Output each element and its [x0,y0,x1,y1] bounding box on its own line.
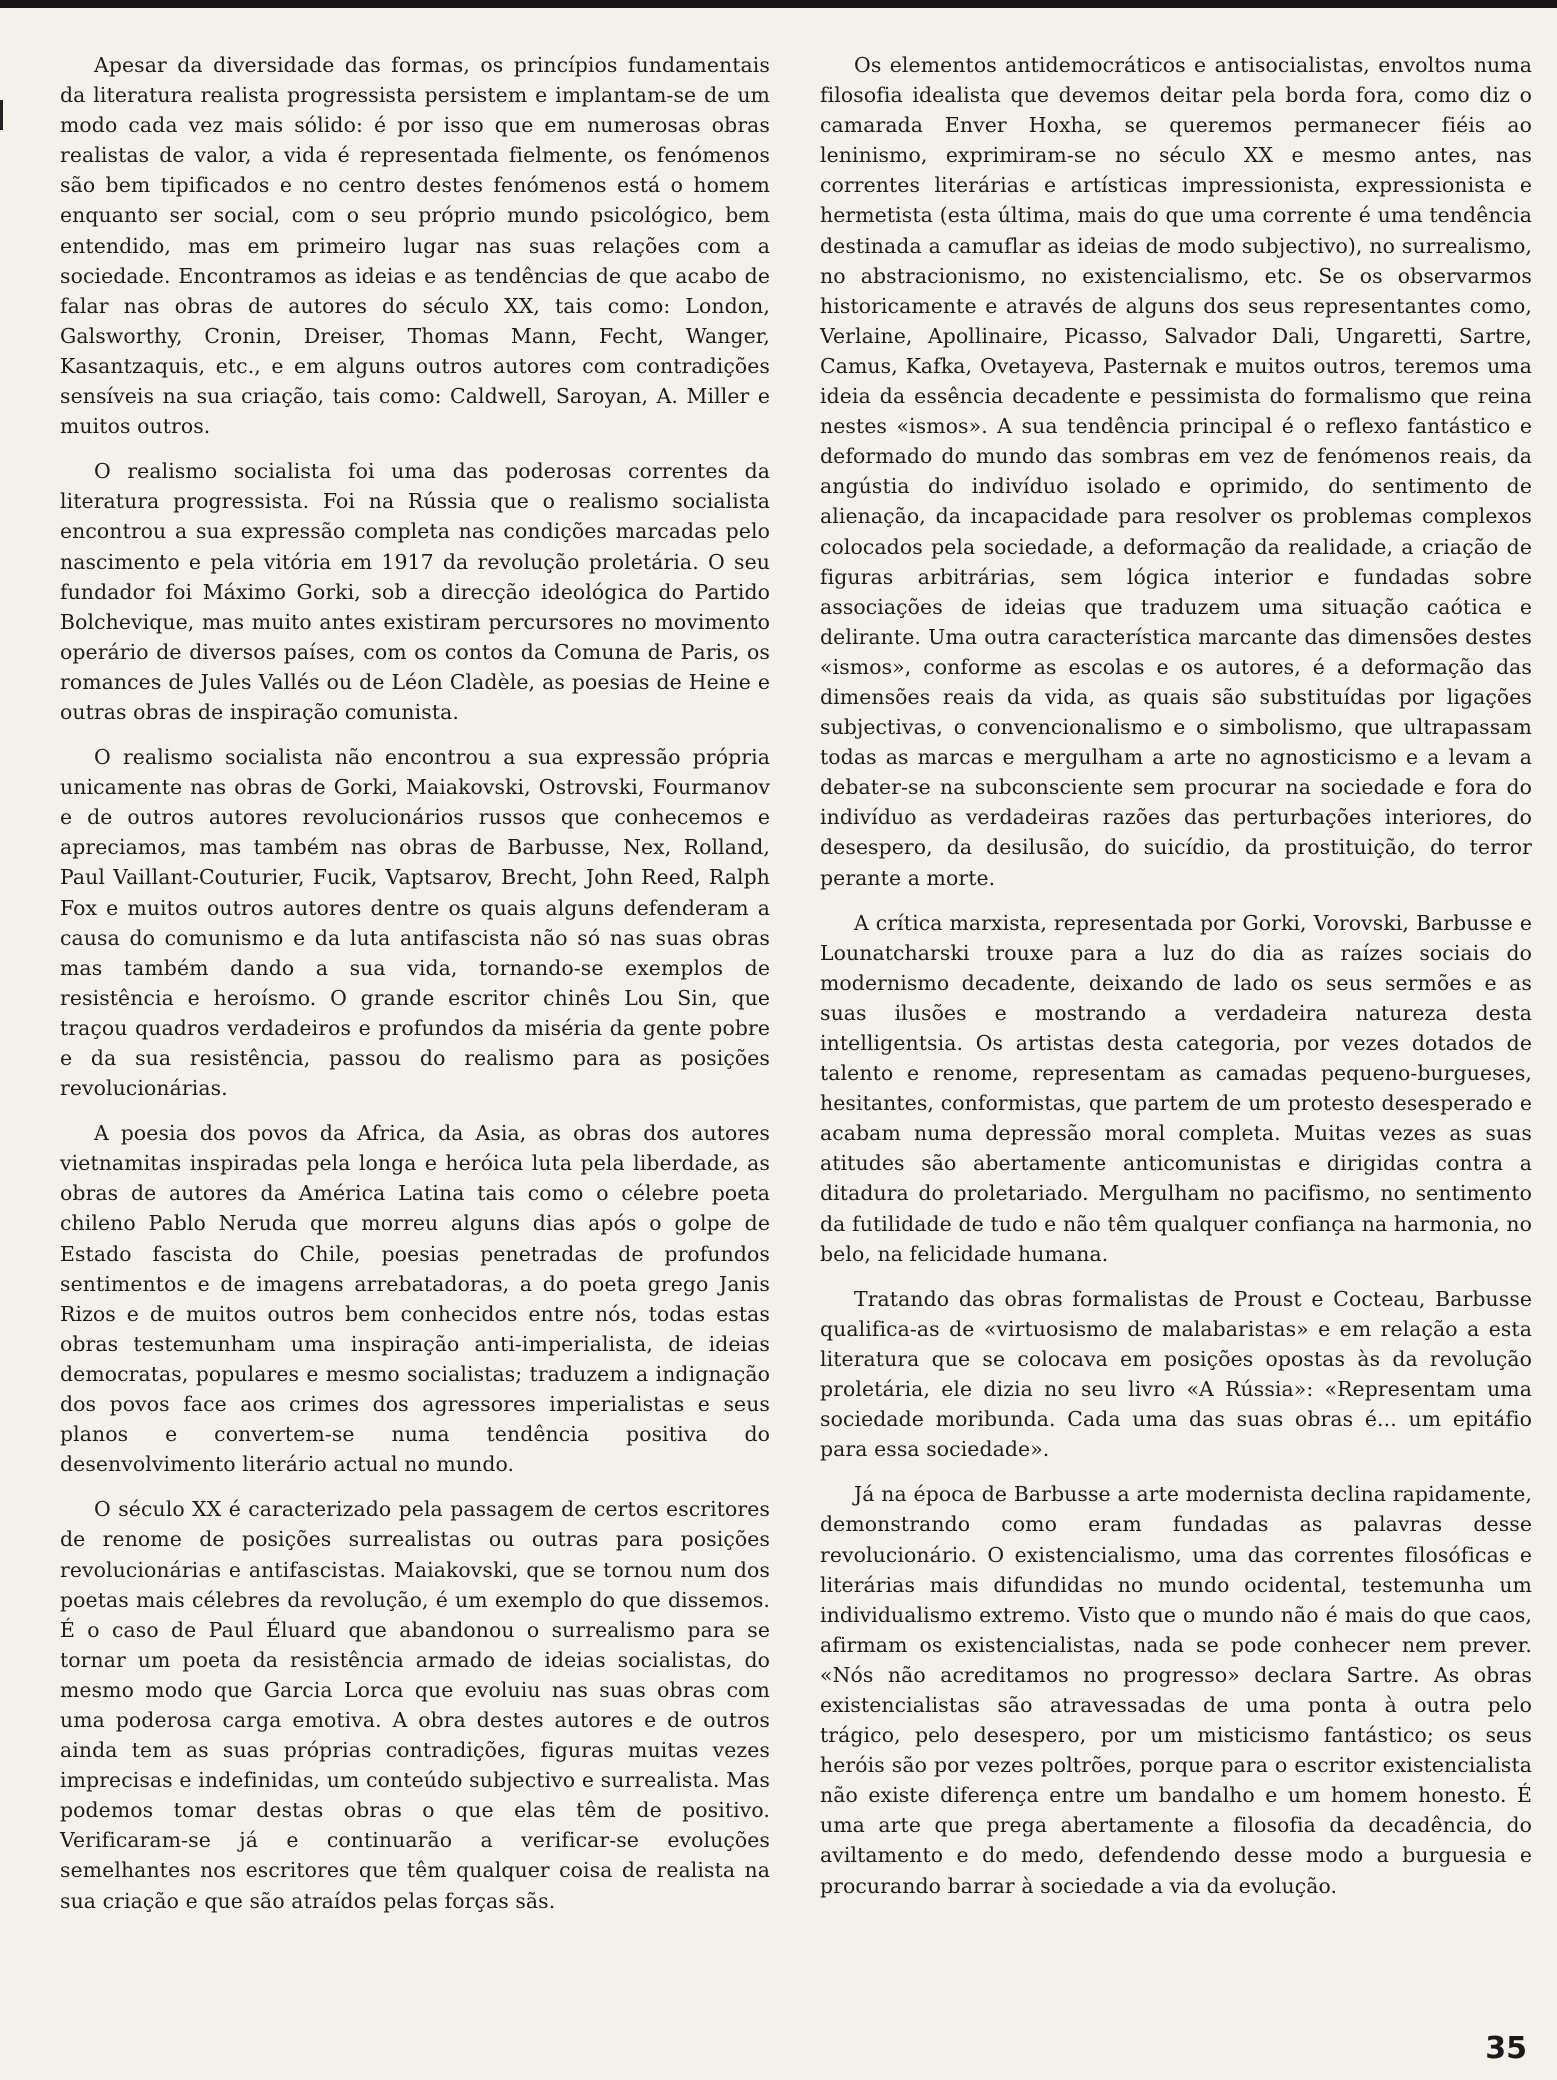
paragraph: O realismo socialista não encontrou a sua expressão própria unicamente nas obras de Gorki, Maiakovski, Ostrovski, Fourmanov e de outros autores revolucionários russos que conhecemos e apreciamos, mas também nas obras de Barbusse, Nex, Rolland, Paul Vaillant-Couturier, Fucik, Vaptsarov, Brecht, John Reed, Ralph Fox e muitos outros autores dentre os quais alguns defenderam a causa do comunismo e da luta antifascista não só nas suas obras mas também dando a sua vida, tornando-se exemplos de resistência e heroísmo. O grande escritor chinês Lou Sin, que traçou quadros verdadeiros e profundos da miséria da gente pobre e da sua resistência, passou do realismo para as posições revolucionárias. [60,745,770,1101]
paragraph: Já na época de Barbusse a arte modernista declina rapidamente, demonstrando como eram fundadas as palavras desse revolucionário. O existencialismo, uma das correntes filosóficas e literárias mais difundidas no mundo ocidental, testemunha um individualismo extremo. Visto que o mundo não é mais do que caos, afirmam os existencialistas, nada se pode conhecer nem prever. «Nós não acreditamos no progresso» declara Sartre. As obras existencialistas são atravessadas de uma ponta à outra pelo trágico, pelo desespero, por um misticismo fantástico; os seus heróis são por vezes poltrões, porque para o escritor existencialista não existe diferença entre um bandalho e um homem honesto. É uma arte que prega abertamente a filosofia da decadência, do aviltamento e do medo, defendendo desse modo a burguesia e procurando barrar à sociedade a via da evolução. [820,1482,1532,1898]
paragraph: A crítica marxista, representada por Gorki, Vorovski, Barbusse e Lounatcharski trouxe para a luz do dia as raízes sociais do modernismo decadente, deixando de lado os seus sermões e as suas ilusões e mostrando a verdadeira natureza desta intelligentsia. Os artistas desta categoria, por vezes dotados de talento e renome, representam as camadas pequeno-burgueses, hesitantes, conformistas, que partem de um protesto desesperado e acabam numa depressão moral completa. Muitas vezes as suas atitudes são abertamente anticomunistas e dirigidas contra a ditadura do proletariado. Mergulham no pacifismo, no sentimento da futilidade de tudo e não têm qualquer confiança na harmonia, no belo, na felicidade humana. [820,910,1532,1266]
paragraph: O realismo socialista foi uma das poderosas correntes da literatura progressista. Foi na Rússia que o realismo socialista encontrou a sua expressão completa nas condições marcadas pelo nascimento e pela vitória em 1917 da revolução proletária. O seu fundador foi Máximo Gorki, sob a direcção ideológica do Partido Bolchevique, mas muito antes existiram percursores no movimento operário de diversos países, com os contos da Comuna de Paris, os romances de Jules Vallés ou de Léon Cladèle, as poesias de Heine e outras obras de inspiração comunista. [60,459,770,724]
paragraph: Tratando das obras formalistas de Proust e Cocteau, Barbusse qualifica-as de «virtuosismo de malabaristas» e em relação a esta literatura que se colocava em posições opostas às da revolução proletária, ele dizia no seu livro «A Rússia»: «Representam uma sociedade moribunda. Cada uma das suas obras é... um epitáfio para essa sociedade». [820,1286,1532,1462]
page-number: 35 [1485,2031,1527,2066]
paragraph: O século XX é caracterizado pela passagem de certos escritores de renome de posições surrealistas ou outras para posições revolucionárias e antifascistas. Maiakovski, que se tornou num dos poetas mais célebres da revolução, é um exemplo do que dissemos. É o caso de Paul Éluard que abandonou o surrealismo para se tornar um poeta da resistência armado de ideias socialistas, do mesmo modo que Garcia Lorca que evoluiu nas suas obras com uma poderosa carga emotiva. A obra destes autores e de outros ainda tem as suas próprias contradições, figuras muitas vezes imprecisas e indefinidas, um conteúdo subjectivo e surrealista. Mas podemos tomar destas obras o que elas têm de positivo. Verificaram-se já e continuarão a verificar-se evoluções semelhantes nos escritores que têm qualquer coisa de realista na sua criação e que são atraídos pelas forças sãs. [60,1497,770,1913]
margin-mark [0,100,3,130]
paragraph: Os elementos antidemocráticos e antisocialistas, envoltos numa filosofia idealista que devemos deitar pela borda fora, como diz o camarada Enver Hoxha, se queremos permanecer fiéis ao leninismo, exprimiram-se no século XX e mesmo antes, nas correntes literárias e artísticas impressionista, expressionista e hermetista (esta última, mais do que uma corrente é uma tendência destinada a camuflar as ideias de modo subjectivo), no surrealismo, no abstracionismo, no existencialismo, etc. Se os observarmos historicamente e através de alguns dos seus representantes como, Verlaine, Apollinaire, Picasso, Salvador Dali, Ungaretti, Sartre, Camus, Kafka, Ovetayeva, Pasternak e muitos outros, teremos uma ideia da essência decadente e pessimista do formalismo que reina nestes «ismos». A sua tendência principal é o reflexo fantástico e deformado do mundo das sombras em vez de fenómenos reais, da angústia do indivíduo isolado e oprimido, do sentimento de alienação, da incapacidade para resolver os problemas complexos colocados pela sociedade, a deformação da realidade, a criação de figuras arbitrárias, sem lógica interior e fundadas sobre associações de ideias que traduzem uma situação caótica e delirante. Uma outra característica marcante das dimensões destes «ismos», conforme as escolas e os autores, é a deformação das dimensões reais da vida, as quais são substituídas por ligações subjectivas, o convencionalismo e o simbolismo, que ultrapassam todas as marcas e mergulham a arte no agnosticismo e a levam a debater-se na subconsciente sem procurar na sociedade e fora do indivíduo as verdadeiras razões das perturbações interiores, do desespero, da desilusão, do suicídio, da prostituição, do terror perante a morte. [820,53,1532,890]
left-column [60,50,770,1931]
top-rule [0,0,1557,8]
right-column [820,50,1532,1916]
paragraph: Apesar da diversidade das formas, os princípios fundamentais da literatura realista progressista persistem e implantam-se de um modo cada vez mais sólido: é por isso que em numerosas obras realistas de valor, a vida é representada fielmente, os fenómenos são bem tipificados e no centro destes fenómenos está o homem enquanto ser social, com o seu próprio mundo psicológico, bem entendido, mas em primeiro lugar nas suas relações com a sociedade. Encontramos as ideias e as tendências de que acabo de falar nas obras de autores do século XX, tais como: London, Galsworthy, Cronin, Dreiser, Thomas Mann, Fecht, Wanger, Kasantzaquis, etc., e em alguns outros autores com contradições sensíveis na sua criação, tais como: Caldwell, Saroyan, A. Miller e muitos outros. [60,53,770,439]
paragraph: A poesia dos povos da Africa, da Asia, as obras dos autores vietnamitas inspiradas pela longa e heróica luta pela liberdade, as obras de autores da América Latina tais como o célebre poeta chileno Pablo Neruda que morreu alguns dias após o golpe de Estado fascista do Chile, poesias penetradas de profundos sentimentos e de imagens arrebatadoras, a do poeta grego Janis Rizos e de muitos outros bem conhecidos entre nós, todas estas obras testemunham uma inspiração anti-imperialista, de ideias democratas, populares e mesmo socialistas; traduzem a indignação dos povos face aos crimes dos agressores imperialistas e seus planos e convertem-se numa tendência positiva do desenvolvimento literário actual no mundo. [60,1121,770,1477]
